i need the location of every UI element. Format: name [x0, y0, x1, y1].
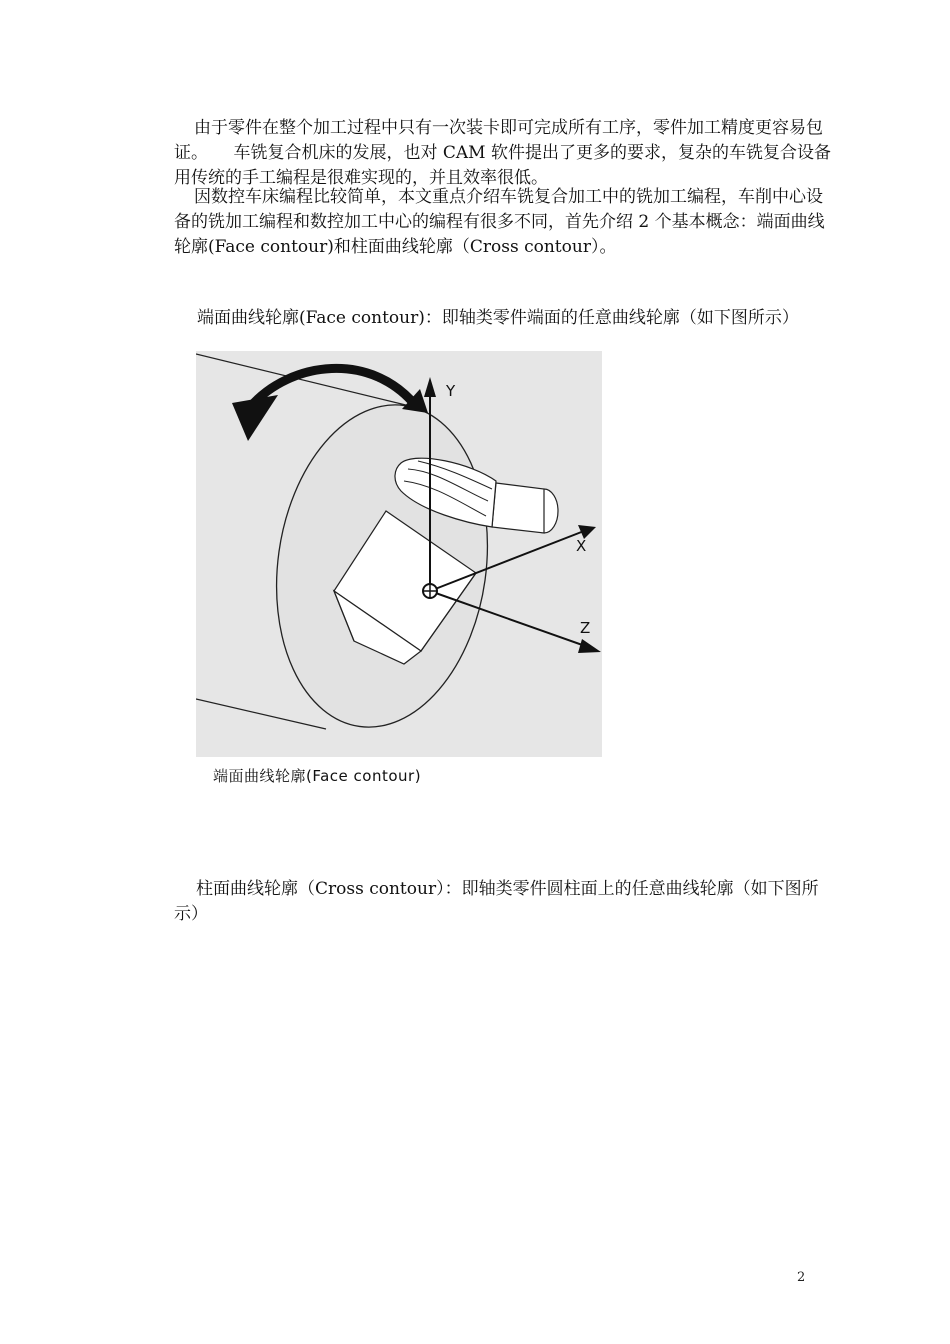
- z-axis-label: Z: [580, 619, 591, 637]
- face-contour-figure: [196, 351, 602, 757]
- tool-holder-body: [492, 483, 544, 533]
- page-number: 2: [797, 1270, 806, 1285]
- paragraph-cross-contour-definition: 柱面曲线轮廓（Cross contour）：即轴类零件圆柱面上的任意曲线轮廓（如下图所示）: [174, 879, 819, 924]
- z-axis-arrowhead: [578, 639, 601, 653]
- paragraph-face-contour-definition: 端面曲线轮廓(Face contour)：即轴类零件端面的任意曲线轮廓（如下图所示）: [197, 308, 799, 328]
- y-axis-label: Y: [446, 382, 456, 400]
- paragraph-machining-precision: 由于零件在整个加工过程中只有一次装卡即可完成所有工序，零件加工精度更容易包证。 车铣复合机床的发展，也对 CAM 软件提出了更多的要求，复杂的车铣复合设备用传统的手工编程是很难实现的，并且效率很低。: [174, 118, 831, 188]
- rotation-arrow-head-left: [232, 395, 278, 441]
- cylinder-bottom-edge: [196, 699, 326, 729]
- x-axis-label: X: [576, 537, 587, 555]
- figure-caption: 端面曲线轮廓(Face contour): [213, 767, 422, 785]
- paragraph-milling-intro: 因数控车床编程比较简单，本文重点介绍车铣复合加工中的铣加工编程，车削中心设备的铣加工编程和数控加工中心的编程有很多不同，首先介绍 2 个基本概念：端面曲线轮廓(Face contour)和柱面曲线轮廓（Cross contour）。: [174, 187, 825, 257]
- y-axis-arrowhead: [424, 377, 436, 397]
- face-contour-diagram: [196, 351, 602, 757]
